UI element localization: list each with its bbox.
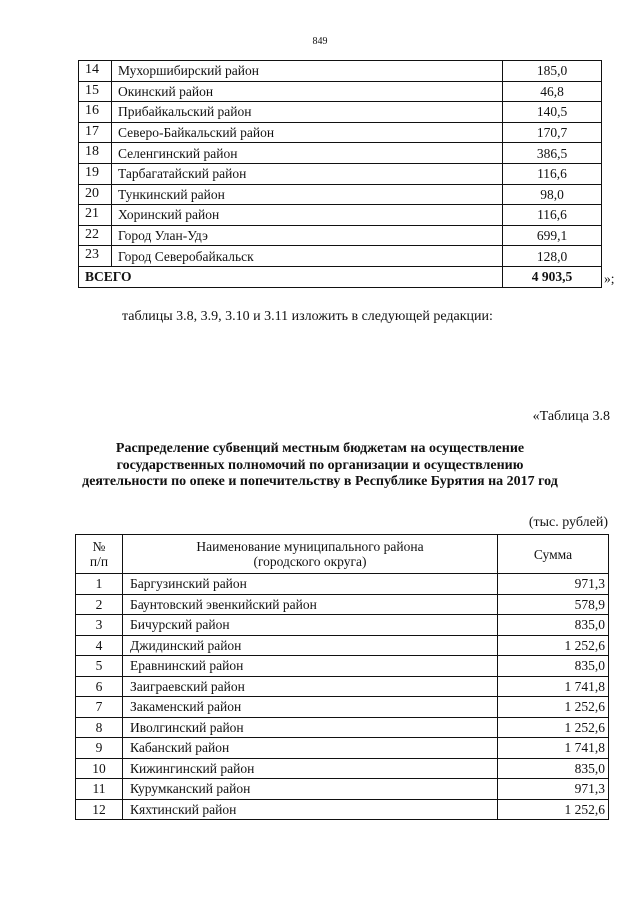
row-number: 22 [79,225,112,246]
header-number-line2: п/п [89,554,109,569]
table-row [79,143,602,164]
amount-value: 1 252,6 [498,717,609,738]
amount-value: 1 252,6 [498,697,609,718]
amount-value: 1 741,8 [498,738,609,759]
header-name [123,535,498,574]
intro-paragraph: таблицы 3.8, 3.9, 3.10 и 3.11 изложить в следующей редакции: [122,309,493,324]
row-number: 10 [76,758,123,779]
district-name: Селенгинский район [112,143,503,164]
amount-value: 185,0 [503,61,602,82]
title-line: государственных полномочий по организации и осуществлению [116,457,524,473]
amount-value: 386,5 [503,143,602,164]
table-row [79,184,602,205]
row-number: 19 [79,163,112,184]
table-row [76,799,609,820]
row-number: 7 [76,697,123,718]
row-number: 15 [79,81,112,102]
district-name: Джидинский район [123,635,498,656]
district-name: Баргузинский район [123,574,498,595]
table-row [76,676,609,697]
table1-total-row [79,266,602,287]
table-row [76,697,609,718]
table2-header-row [76,535,609,574]
total-label: ВСЕГО [79,266,503,287]
title-line: деятельности по опеке и попечительству в Республике Бурятия на 2017 год [82,474,558,489]
subvention-table-3-8 [75,534,609,820]
total-value: 4 903,5 [503,266,602,287]
district-name: Кабанский район [123,738,498,759]
table-row [76,779,609,800]
table-row [76,635,609,656]
table-caption: «Таблица 3.8 [532,409,610,424]
district-name: Иволгинский район [123,717,498,738]
district-name: Кижингинский район [123,758,498,779]
table-row [76,594,609,615]
row-number: 18 [79,143,112,164]
table-row [76,717,609,738]
unit-label: (тыс. рублей) [528,515,608,530]
amount-value: 971,3 [498,779,609,800]
amount-value: 971,3 [498,574,609,595]
district-name: Заиграевский район [123,676,498,697]
header-number [76,535,123,574]
row-number: 6 [76,676,123,697]
row-number: 16 [79,102,112,123]
amount-value: 46,8 [503,81,602,102]
amount-value: 116,6 [503,205,602,226]
row-number: 4 [76,635,123,656]
amount-value: 835,0 [498,758,609,779]
amount-value: 699,1 [503,225,602,246]
row-number: 17 [79,122,112,143]
district-name: Еравнинский район [123,656,498,677]
district-name: Бичурский район [123,615,498,636]
row-number: 11 [76,779,123,800]
row-number: 1 [76,574,123,595]
page-number: 849 [312,36,328,47]
district-name: Тарбагатайский район [112,163,503,184]
amount-value: 116,6 [503,163,602,184]
amount-value: 1 252,6 [498,799,609,820]
table-row [76,615,609,636]
table1-body [79,61,602,267]
district-name: Мухоршибирский район [112,61,503,82]
row-number: 20 [79,184,112,205]
table-row [76,656,609,677]
district-name: Хоринский район [112,205,503,226]
amount-value: 1 741,8 [498,676,609,697]
header-sum: Сумма [498,535,609,574]
row-number: 2 [76,594,123,615]
header-name-line1: Наименование муниципального района [196,539,424,554]
row-number: 8 [76,717,123,738]
amount-value: 140,5 [503,102,602,123]
table-row [79,61,602,82]
amount-value: 170,7 [503,122,602,143]
district-name: Город Северобайкальск [112,246,503,267]
table-row [79,205,602,226]
subvention-table-continuation [78,60,602,288]
amount-value: 128,0 [503,246,602,267]
table2-body [76,574,609,820]
table-row [76,758,609,779]
district-name: Кяхтинский район [123,799,498,820]
row-number: 12 [76,799,123,820]
district-name: Тункинский район [112,184,503,205]
header-name-line2: (городского округа) [253,554,367,569]
table-row [76,738,609,759]
table-row [79,163,602,184]
amount-value: 835,0 [498,615,609,636]
district-name: Закаменский район [123,697,498,718]
amount-value: 98,0 [503,184,602,205]
amount-value: 835,0 [498,656,609,677]
district-name: Баунтовский эвенкийский район [123,594,498,615]
district-name: Окинский район [112,81,503,102]
quote-close: »; [604,271,615,286]
table-row [79,102,602,123]
row-number: 3 [76,615,123,636]
table-row [79,81,602,102]
title-line: Распределение субвенций местным бюджетам на осуществление [115,441,525,456]
table-row [79,122,602,143]
district-name: Северо-Байкальский район [112,122,503,143]
row-number: 14 [79,61,112,82]
table-row [79,225,602,246]
table-row [76,574,609,595]
header-number-line1: № [92,539,106,554]
amount-value: 578,9 [498,594,609,615]
row-number: 5 [76,656,123,677]
district-name: Город Улан-Удэ [112,225,503,246]
amount-value: 1 252,6 [498,635,609,656]
row-number: 9 [76,738,123,759]
table-row [79,246,602,267]
table-title [40,441,600,491]
row-number: 23 [79,246,112,267]
row-number: 21 [79,205,112,226]
district-name: Курумканский район [123,779,498,800]
district-name: Прибайкальский район [112,102,503,123]
